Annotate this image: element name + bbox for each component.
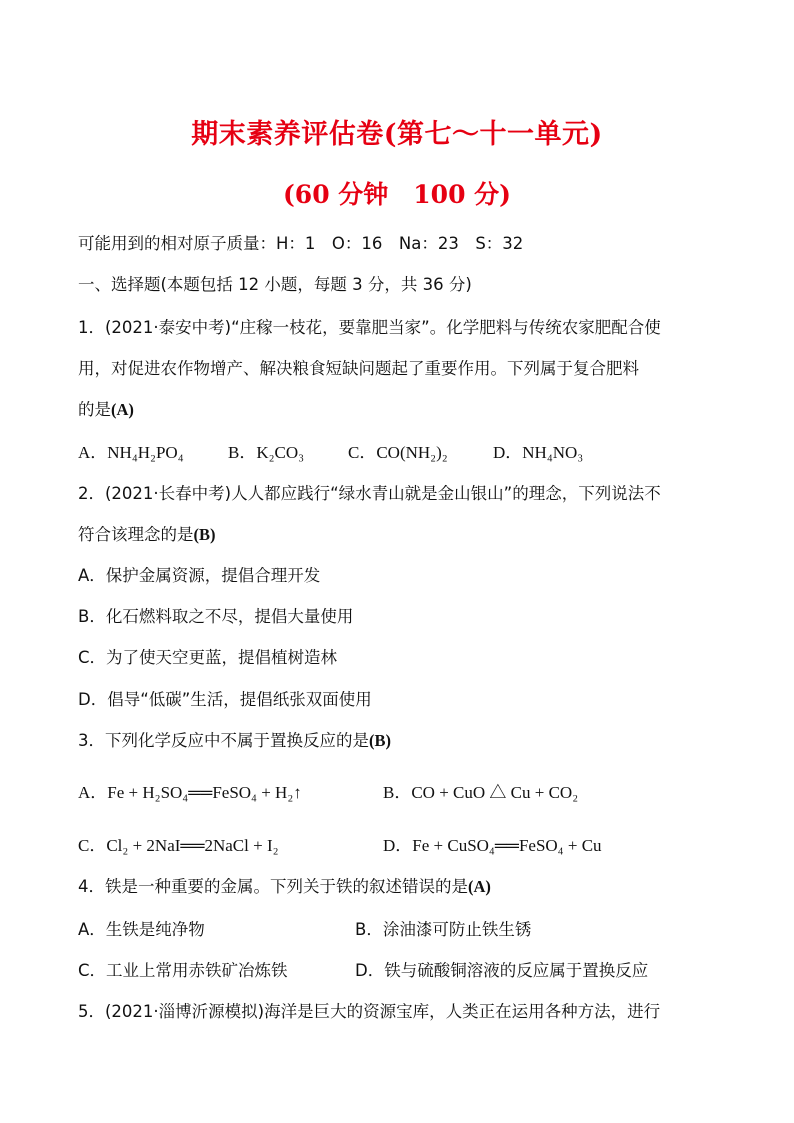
q4-answer: (A) — [468, 877, 491, 896]
q1-stem-line-3 — [78, 400, 724, 420]
q1-stem-text: 的是 — [78, 400, 111, 419]
q1-answer: (A) — [111, 400, 134, 419]
q1-option-c: C．CO(NH₂)₂ — [348, 443, 448, 462]
q4-option-a: A．生铁是纯净物 — [78, 920, 205, 939]
q2-option-c: C．为了使天空更蓝，提倡植树造林 — [78, 648, 338, 667]
q3-stem-text: 3．下列化学反应中不属于置换反应的是 — [78, 731, 369, 750]
page-subtitle: (60 分钟 100 分) — [282, 180, 512, 209]
q3-answer: (B) — [369, 731, 391, 750]
q1-option-b: B．K₂CO₃ — [228, 443, 305, 462]
q4-stem-text: 4．铁是一种重要的金属。下列关于铁的叙述错误的是 — [78, 877, 468, 896]
q4-option-b: B．涂油漆可防止铁生锈 — [355, 920, 532, 939]
q2-option-b: B．化石燃料取之不尽，提倡大量使用 — [78, 607, 354, 626]
q3-option-a: A．Fe + H₂SO₄══FeSO₄ + H₂↑ — [78, 783, 302, 802]
q1-option-d: D．NH₄NO₃ — [493, 443, 584, 462]
page-title: 期末素养评估卷(第七～十一单元) — [191, 119, 603, 150]
q2-stem-line-2 — [78, 525, 724, 545]
q2-stem-line-1: 2．(2021·长春中考)人人都应践行“绿水青山就是金山银山”的理念，下列说法不 — [78, 484, 661, 503]
q2-answer: (B) — [193, 525, 216, 544]
q3-option-b: B．CO + CuO △ Cu + CO₂ — [383, 783, 579, 802]
q3-stem — [78, 731, 724, 751]
q4-stem — [78, 877, 724, 897]
q1-stem-line-1: 1．(2021·泰安中考)“庄稼一枝花，要靠肥当家”。化学肥料与传统农家肥配合使 — [78, 318, 661, 337]
section-heading: 一、选择题(本题包括 12 小题，每题 3 分，共 36 分) — [78, 275, 472, 294]
q5-stem-line-1: 5．(2021·淄博沂源模拟)海洋是巨大的资源宝库，人类正在运用各种方法，进行 — [78, 1002, 661, 1021]
q2-option-a: A．保护金属资源，提倡合理开发 — [78, 566, 321, 585]
q1-stem-line-2: 用，对促进农作物增产、解决粮食短缺问题起了重要作用。下列属于复合肥料 — [78, 359, 639, 378]
q3-option-d: D．Fe + CuSO₄══FeSO₄ + Cu — [383, 836, 602, 855]
q1-option-a: A．NH₄H₂PO₄ — [78, 443, 184, 462]
q3-option-c: C．Cl₂ + 2NaI══2NaCl + I₂ — [78, 836, 279, 855]
q4-option-c: C．工业上常用赤铁矿冶炼铁 — [78, 961, 288, 980]
q2-stem-text: 符合该理念的是 — [78, 525, 194, 544]
atomic-masses: 可能用到的相对原子质量：H：1 O：16 Na：23 S：32 — [78, 234, 524, 253]
q2-option-d: D．倡导“低碳”生活，提倡纸张双面使用 — [78, 690, 372, 709]
q4-option-d: D．铁与硫酸铜溶液的反应属于置换反应 — [355, 961, 649, 980]
